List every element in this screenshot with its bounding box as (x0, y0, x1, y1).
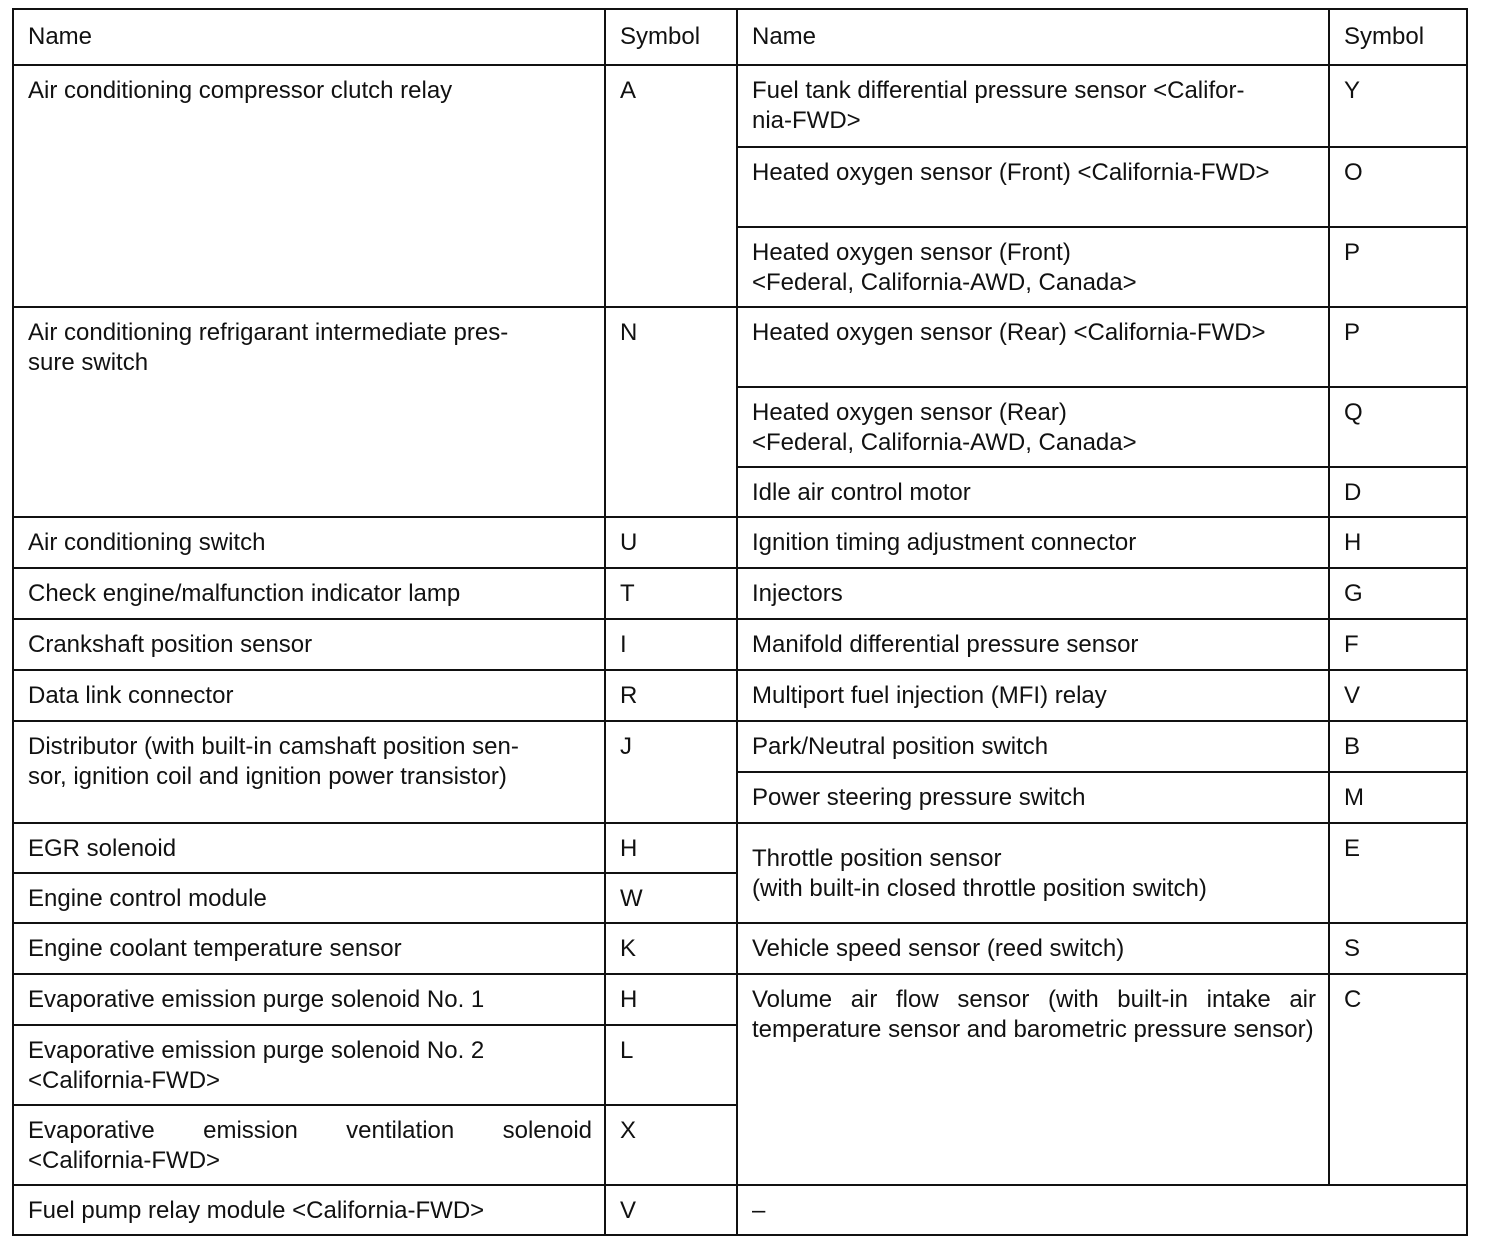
right-symbol-cell: H (1329, 517, 1467, 568)
left-name-cell: Data link connector (13, 670, 605, 721)
right-name-cell: Heated oxygen sensor (Front) <Federal, California-AWD, Canada> (737, 227, 1329, 307)
right-name-cell: Power steering pressure switch (737, 772, 1329, 823)
left-name-cell: Fuel pump relay module <California-FWD> (13, 1185, 605, 1235)
right-symbol-cell: G (1329, 568, 1467, 619)
left-symbol-cell: W (605, 873, 737, 923)
left-symbol-cell: T (605, 568, 737, 619)
left-symbol-cell: J (605, 721, 737, 823)
right-name-cell: Heated oxygen sensor (Rear) <California-FWD> (737, 307, 1329, 387)
right-name-cell: Park/Neutral position switch (737, 721, 1329, 772)
right-symbol-cell: D (1329, 467, 1467, 517)
left-symbol-cell: L (605, 1025, 737, 1105)
right-symbol-cell: V (1329, 670, 1467, 721)
right-name-cell: Heated oxygen sensor (Rear) <Federal, California-AWD, Canada> (737, 387, 1329, 467)
table-row (13, 1185, 1467, 1235)
left-symbol-cell: U (605, 517, 737, 568)
right-name-cell: Volume air flow sensor (with built-in intake air temperature sensor and barometric pressure sensor) (737, 974, 1329, 1185)
right-name-cell: Throttle position sensor (with built-in closed throttle position switch) (737, 823, 1329, 923)
left-name-cell: Air conditioning switch (13, 517, 605, 568)
table-row (13, 823, 1467, 873)
left-symbol-cell: H (605, 823, 737, 873)
right-name-cell: Vehicle speed sensor (reed switch) (737, 923, 1329, 974)
header-name-right: Name (737, 9, 1329, 65)
table-row (13, 568, 1467, 619)
component-symbol-table (12, 8, 1468, 1236)
right-name-cell: Multiport fuel injection (MFI) relay (737, 670, 1329, 721)
left-symbol-cell: N (605, 307, 737, 517)
document-page (12, 8, 1476, 1236)
left-symbol-cell: K (605, 923, 737, 974)
left-name-cell: Engine coolant temperature sensor (13, 923, 605, 974)
right-name-cell: Injectors (737, 568, 1329, 619)
right-symbol-cell: B (1329, 721, 1467, 772)
left-symbol-cell: A (605, 65, 737, 307)
right-symbol-cell: F (1329, 619, 1467, 670)
left-name-cell: Distributor (with built-in camshaft position sen- sor, ignition coil and ignition power transistor) (13, 721, 605, 823)
right-symbol-cell: Q (1329, 387, 1467, 467)
right-name-cell: Ignition timing adjustment connector (737, 517, 1329, 568)
header-symbol-left: Symbol (605, 9, 737, 65)
left-name-cell: Check engine/malfunction indicator lamp (13, 568, 605, 619)
right-symbol-cell: M (1329, 772, 1467, 823)
right-symbol-cell: P (1329, 307, 1467, 387)
left-symbol-cell: R (605, 670, 737, 721)
table-row (13, 721, 1467, 772)
left-symbol-cell: H (605, 974, 737, 1025)
header-symbol-right: Symbol (1329, 9, 1467, 65)
table-row (13, 307, 1467, 387)
left-name-cell: Air conditioning refrigarant intermediate pres- sure switch (13, 307, 605, 517)
table-row (13, 670, 1467, 721)
left-name-cell: Engine control module (13, 873, 605, 923)
left-name-cell: Evaporative emission purge solenoid No. 1 (13, 974, 605, 1025)
right-name-cell: Idle air control motor (737, 467, 1329, 517)
right-symbol-cell: E (1329, 823, 1467, 923)
table-row (13, 923, 1467, 974)
table-row (13, 619, 1467, 670)
left-symbol-cell: I (605, 619, 737, 670)
left-name-cell: Crankshaft position sensor (13, 619, 605, 670)
left-symbol-cell: X (605, 1105, 737, 1185)
header-name-left: Name (13, 9, 605, 65)
right-name-cell: Manifold differential pressure sensor (737, 619, 1329, 670)
table-row (13, 65, 1467, 147)
table-header-row (13, 9, 1467, 65)
right-symbol-cell: O (1329, 147, 1467, 227)
right-symbol-cell: C (1329, 974, 1467, 1185)
left-name-cell: Air conditioning compressor clutch relay (13, 65, 605, 307)
table-row (13, 517, 1467, 568)
left-symbol-cell: V (605, 1185, 737, 1235)
left-name-cell: Evaporative emission purge solenoid No. 2 <California-FWD> (13, 1025, 605, 1105)
left-name-cell: Evaporative emission ventilation solenoid <California-FWD> (13, 1105, 605, 1185)
right-symbol-cell: S (1329, 923, 1467, 974)
right-name-cell: Fuel tank differential pressure sensor <Califor- nia-FWD> (737, 65, 1329, 147)
right-name-cell: – (737, 1185, 1467, 1235)
right-symbol-cell: Y (1329, 65, 1467, 147)
left-name-cell: EGR solenoid (13, 823, 605, 873)
table-row (13, 974, 1467, 1025)
right-symbol-cell: P (1329, 227, 1467, 307)
right-name-cell: Heated oxygen sensor (Front) <California-FWD> (737, 147, 1329, 227)
